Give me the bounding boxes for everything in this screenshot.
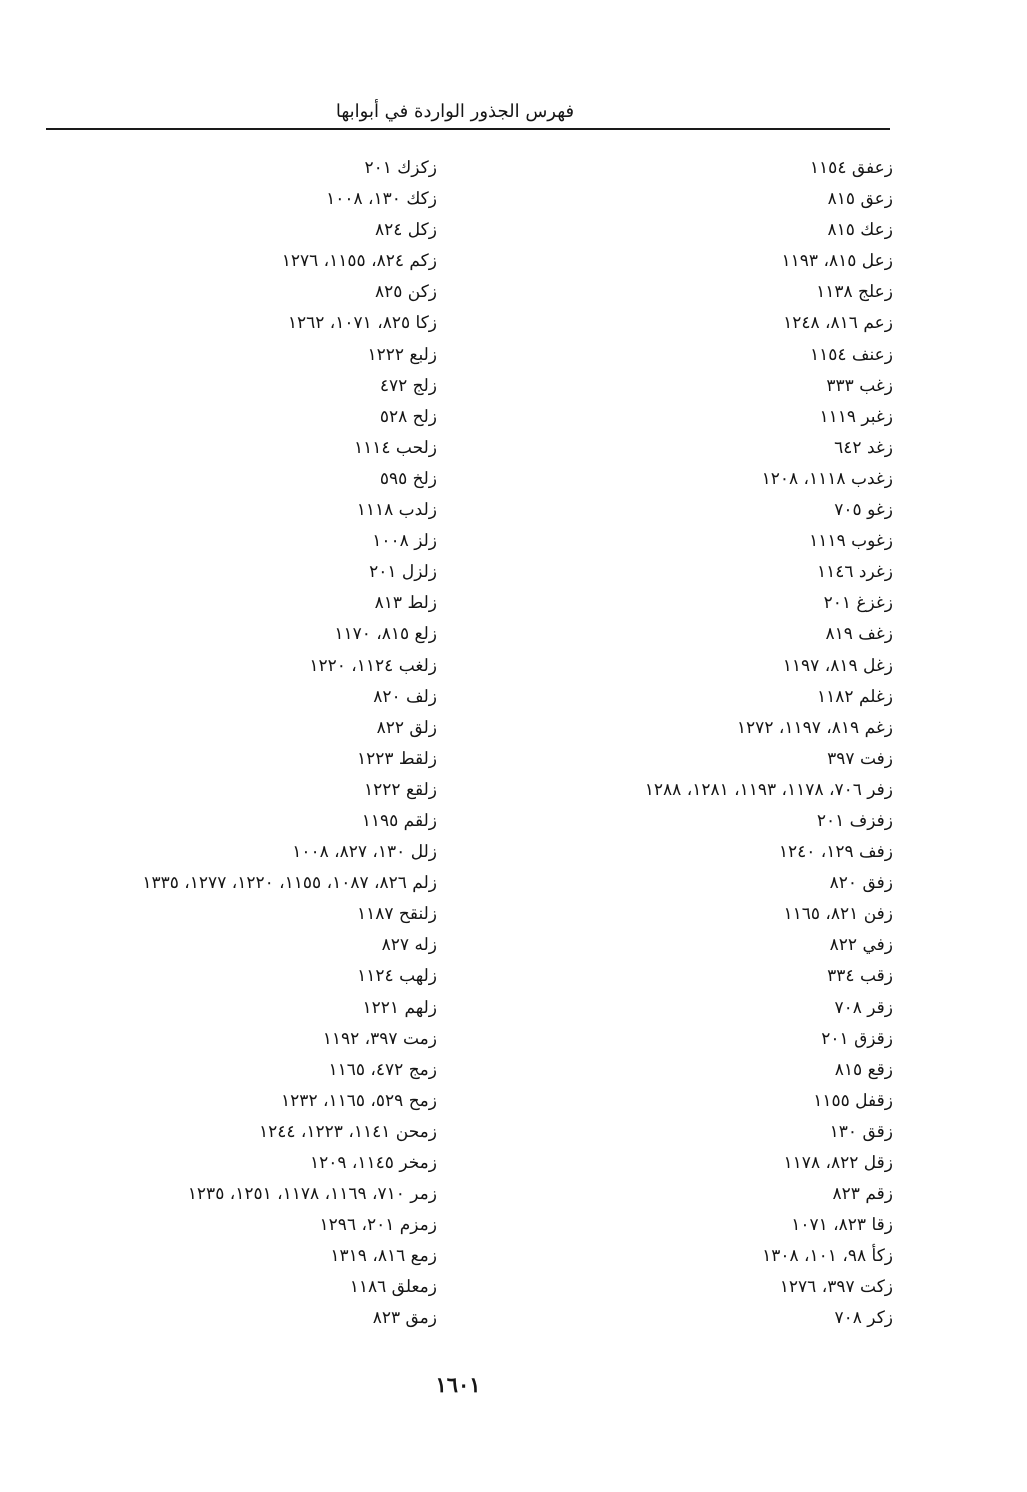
- index-entry: زمح ٥٢٩، ١١٦٥، ١٢٣٢: [281, 1090, 437, 1111]
- index-entry: زلبع ١٢٢٢: [367, 344, 437, 365]
- index-entry: زعل ٨١٥، ١١٩٣: [781, 251, 893, 272]
- index-entry: زفف ١٢٩، ١٢٤٠: [778, 842, 893, 863]
- index-entry: زغدب ١١١٨، ١٢٠٨: [761, 468, 893, 489]
- index-entry: زلل ١٣٠، ٨٢٧، ١٠٠٨: [292, 842, 437, 863]
- index-entry: زغب ٣٣٣: [826, 375, 893, 396]
- index-entry: زغم ٨١٩، ١١٩٧، ١٢٧٢: [736, 717, 893, 738]
- header-divider: [46, 128, 890, 130]
- index-entry: زفن ٨٢١، ١١٦٥: [783, 904, 893, 925]
- index-entry: زغوب ١١١٩: [809, 531, 893, 552]
- index-entry: زغلم ١١٨٢: [817, 686, 893, 707]
- index-column-left: [7, 153, 437, 1335]
- index-entry: زكك ١٣٠، ١٠٠٨: [326, 189, 437, 210]
- index-entry: زعفق ١١٥٤: [809, 158, 893, 178]
- index-entry: زعك ٨١٥: [827, 220, 893, 241]
- index-entry: زلط ٨١٣: [374, 593, 437, 614]
- index-entry: زقم ٨٢٣: [832, 1184, 893, 1205]
- index-column-right: [433, 153, 893, 1335]
- index-entry: زمحن ١١٤١، ١٢٢٣، ١٢٤٤: [258, 1121, 437, 1142]
- index-entry: زلهب ١١٢٤: [357, 966, 437, 987]
- index-entry: زلقم ١١٩٥: [361, 810, 437, 831]
- index-entry: زله ٨٢٧: [381, 935, 437, 956]
- index-entry: زقل ٨٢٢، ١١٧٨: [783, 1153, 893, 1173]
- index-entry: زغف ٨١٩: [825, 624, 893, 645]
- index-entry: زغو ٧٠٥: [834, 500, 893, 521]
- index-entry: زعق ٨١٥: [827, 189, 893, 210]
- index-entry: زمر ٧١٠، ١١٦٩، ١١٧٨، ١٢٥١، ١٢٣٥: [187, 1184, 437, 1205]
- index-entry: زكا ٨٢٥، ١٠٧١، ١٢٦٢: [287, 313, 437, 334]
- index-entry: زقفل ١١٥٥: [813, 1090, 893, 1111]
- index-entry: زلح ٥٢٨: [379, 406, 437, 427]
- index-entry: زقب ٣٣٤: [827, 966, 893, 987]
- index-entry: زكل ٨٢٤: [375, 220, 437, 241]
- index-entry: زلنقح ١١٨٧: [356, 904, 437, 925]
- index-entry: زكر ٧٠٨: [834, 1308, 893, 1329]
- index-entry: زمخر ١١٤٥، ١٢٠٩: [309, 1153, 437, 1173]
- index-entry: زقق ١٣٠: [829, 1121, 893, 1142]
- index-entry: زكن ٨٢٥: [374, 282, 437, 303]
- index-entry: زقع ٨١٥: [834, 1059, 893, 1080]
- index-entry: زمزم ٢٠١، ١٢٩٦: [319, 1215, 437, 1236]
- index-entry: زفزف ٢٠١: [816, 810, 893, 831]
- page-header-title: فهرس الجذور الواردة في أبوابها: [335, 101, 575, 122]
- index-entry: زلخ ٥٩٥: [379, 468, 437, 489]
- index-entry: زفت ٣٩٧: [827, 748, 893, 769]
- index-entry: زكأ ٩٨، ١٠١، ١٣٠٨: [762, 1246, 893, 1267]
- index-entry: زمع ٨١٦، ١٣١٩: [330, 1246, 437, 1267]
- index-entry: زقا ٨٢٣، ١٠٧١: [791, 1215, 893, 1236]
- index-entry: زفر ٧٠٦، ١١٧٨، ١١٩٣، ١٢٨١، ١٢٨٨: [644, 779, 893, 800]
- index-entry: زلدب ١١١٨: [356, 500, 437, 521]
- index-entry: زلق ٨٢٢: [376, 717, 437, 738]
- index-entry: زكزك ٢٠١: [364, 158, 437, 178]
- index-entry: زلع ٨١٥، ١١٧٠: [334, 624, 437, 645]
- index-entry: زلغب ١١٢٤، ١٢٢٠: [309, 655, 437, 676]
- index-entry: زلحب ١١١٤: [354, 437, 437, 458]
- index-entry: زلم ٨٢٦، ١٠٨٧، ١١٥٥، ١٢٢٠، ١٢٧٧، ١٣٣٥: [142, 873, 437, 894]
- index-entry: زكت ٣٩٧، ١٢٧٦: [779, 1277, 893, 1298]
- index-entry: زقزق ٢٠١: [821, 1028, 893, 1049]
- index-entry: زغل ٨١٩، ١١٩٧: [782, 655, 893, 676]
- index-entry: زعم ٨١٦، ١٢٤٨: [783, 313, 893, 334]
- index-entry: زلقع ١٢٢٢: [364, 779, 437, 800]
- index-entry: زلز ١٠٠٨: [372, 531, 437, 552]
- index-entry: زمج ٤٧٢، ١١٦٥: [328, 1059, 437, 1080]
- index-entry: زلهم ١٢٢١: [362, 997, 437, 1018]
- index-entry: زغزغ ٢٠١: [823, 593, 893, 614]
- index-entry: زغد ٦٤٢: [834, 437, 893, 458]
- index-entry: زمعلق ١١٨٦: [349, 1277, 437, 1298]
- index-entry: زغبر ١١١٩: [819, 406, 893, 427]
- index-entry: زفي ٨٢٢: [829, 935, 893, 956]
- index-entry: زمق ٨٢٣: [372, 1308, 437, 1329]
- index-entry: زمت ٣٩٧، ١١٩٢: [322, 1028, 437, 1049]
- index-entry: زلج ٤٧٢: [379, 375, 437, 396]
- index-entry: زلف ٨٢٠: [373, 686, 437, 707]
- index-entry: زفق ٨٢٠: [829, 873, 893, 894]
- index-entry: زقر ٧٠٨: [834, 997, 893, 1018]
- page-number: ١٦٠١: [435, 1372, 481, 1397]
- index-entry: زعنف ١١٥٤: [809, 344, 893, 365]
- index-entry: زلقط ١٢٢٣: [356, 748, 437, 769]
- index-entry: زغرد ١١٤٦: [817, 562, 893, 583]
- index-entry: زعلج ١١٣٨: [816, 282, 893, 303]
- index-entry: زلزل ٢٠١: [369, 562, 437, 583]
- index-entry: زكم ٨٢٤، ١١٥٥، ١٢٧٦: [281, 251, 437, 272]
